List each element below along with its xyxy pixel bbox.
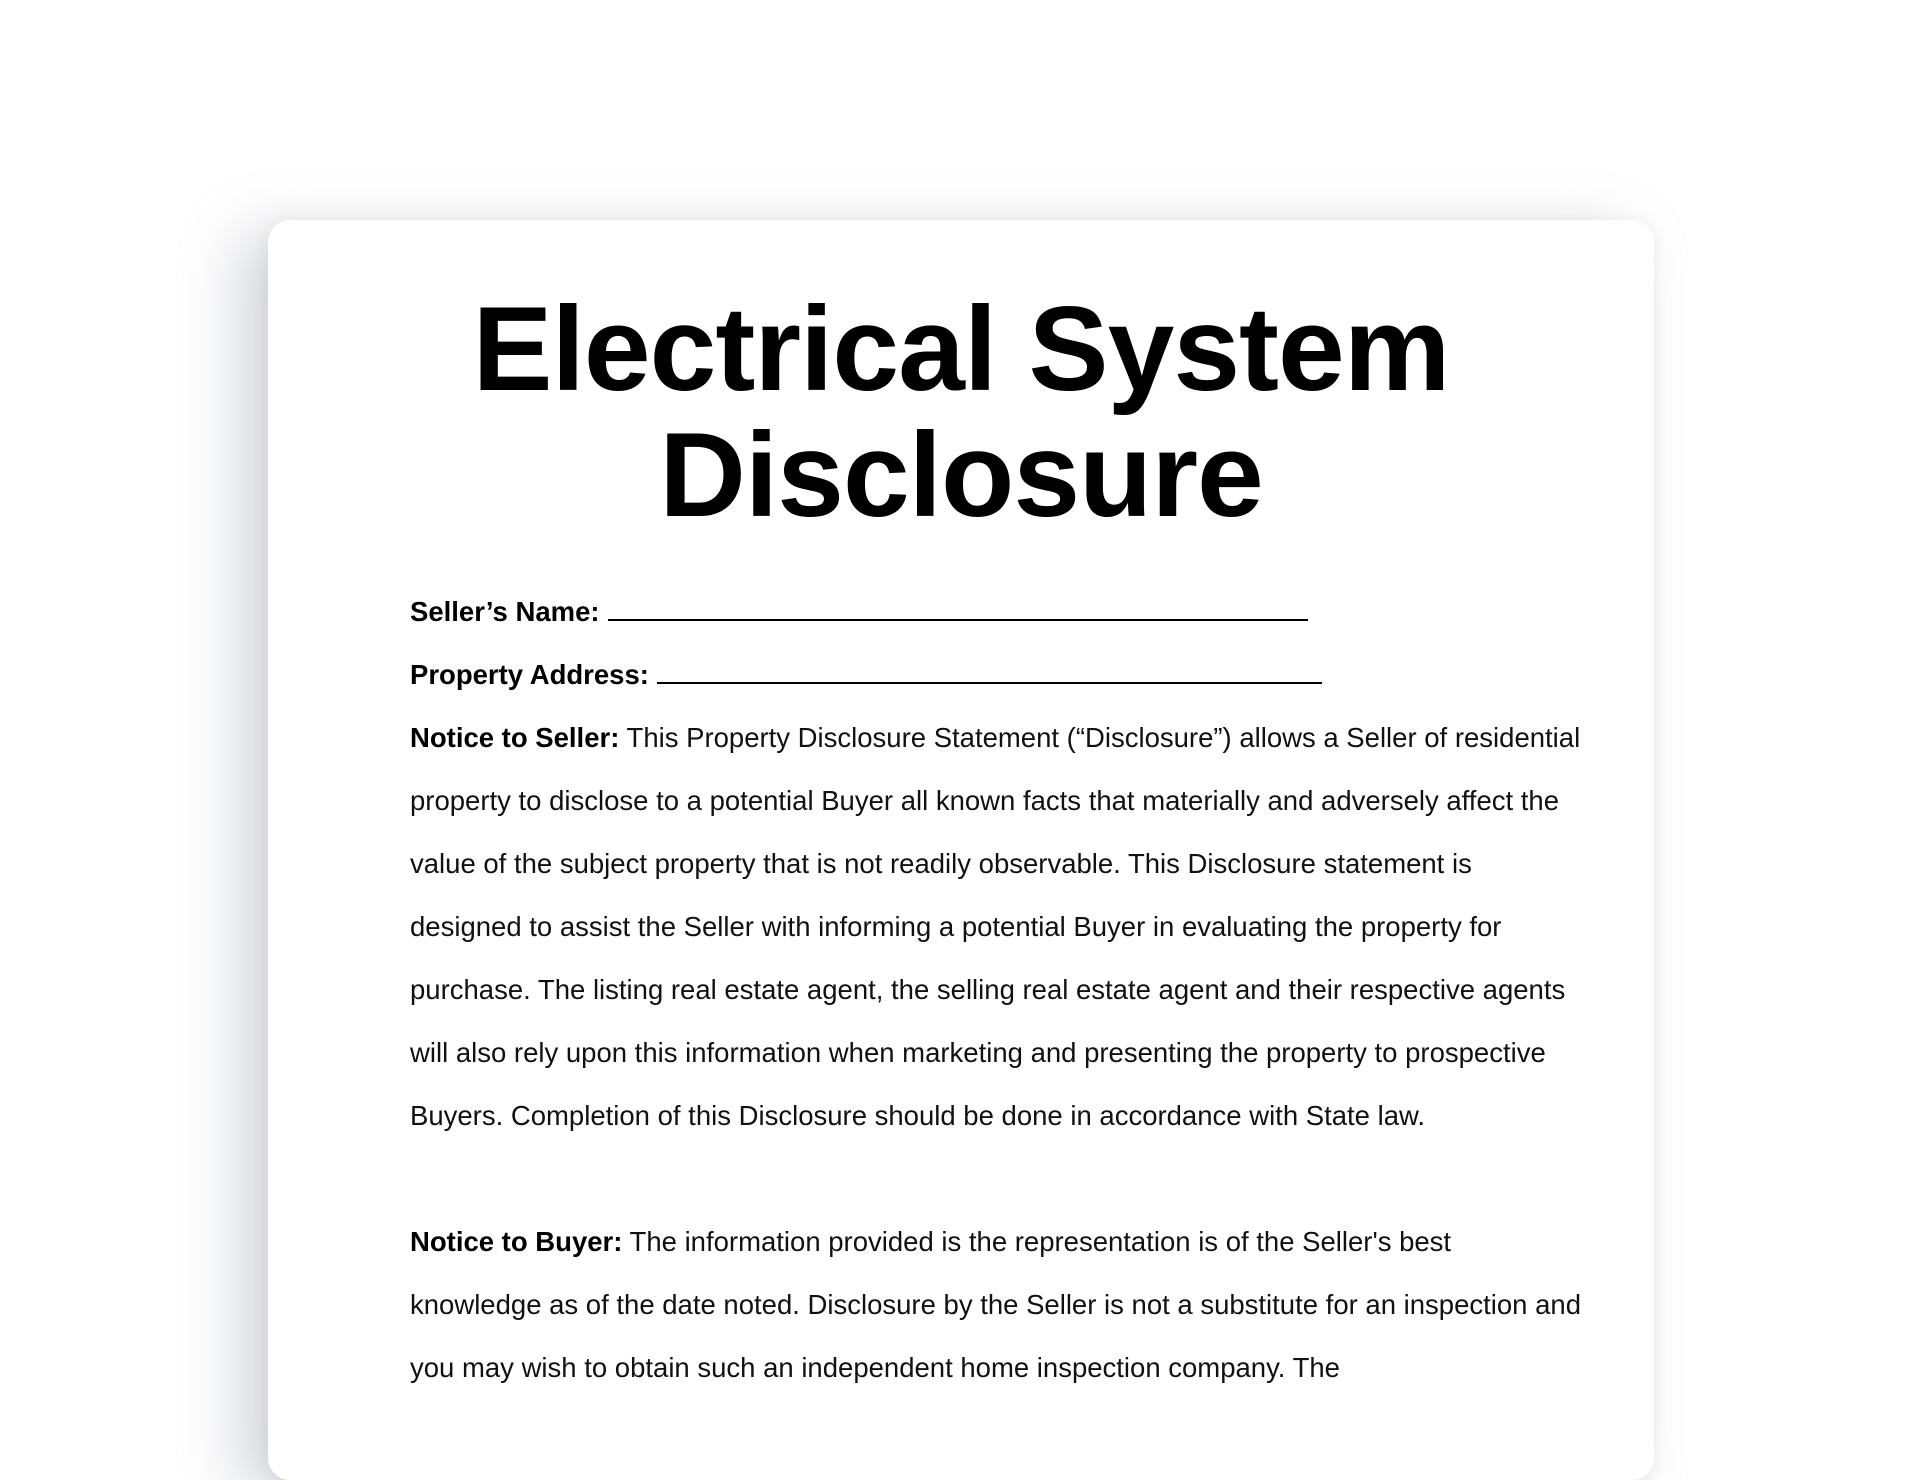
document-title bbox=[268, 282, 1654, 542]
property-address-blank[interactable] bbox=[657, 681, 1322, 684]
notice-to-seller-text: This Property Disclosure Statement (“Disclosure”) allows a Seller of residential property to disclose to a potential Buyer all known facts that materially and adversely affect the value of the subject property that is not readily observable. This Disclosure statement is designed to assist the Seller with informing a potential Buyer in evaluating the property for purchase. The listing real estate agent, the selling real estate agent and their respective agents will also rely upon this information when marketing and presenting the property to prospective Buyers. Completion of this Disclosure should be done in accordance with State law. bbox=[410, 722, 1581, 1131]
property-address-label: Property Address: bbox=[410, 659, 649, 690]
notice-to-seller bbox=[410, 706, 1590, 1147]
notice-to-buyer-text: The information provided is the representation is of the Seller's best knowledge as of the date noted. Disclosure by the Seller is not a substitute for an inspection and you may wish to obtain such an independent home inspection company. The bbox=[410, 1226, 1581, 1383]
document-title-line-2: Disclosure bbox=[659, 408, 1263, 542]
seller-name-label: Seller’s Name: bbox=[410, 596, 600, 627]
notice-to-buyer-label: Notice to Buyer: bbox=[410, 1226, 623, 1257]
seller-name-field bbox=[410, 580, 1590, 643]
property-address-field bbox=[410, 643, 1590, 706]
seller-name-blank[interactable] bbox=[608, 618, 1308, 621]
notice-to-buyer bbox=[410, 1210, 1590, 1399]
document-body bbox=[410, 580, 1590, 1399]
document-page bbox=[268, 220, 1654, 1480]
document-title-line-1: Electrical System bbox=[472, 282, 1450, 416]
notice-to-seller-label: Notice to Seller: bbox=[410, 722, 620, 753]
